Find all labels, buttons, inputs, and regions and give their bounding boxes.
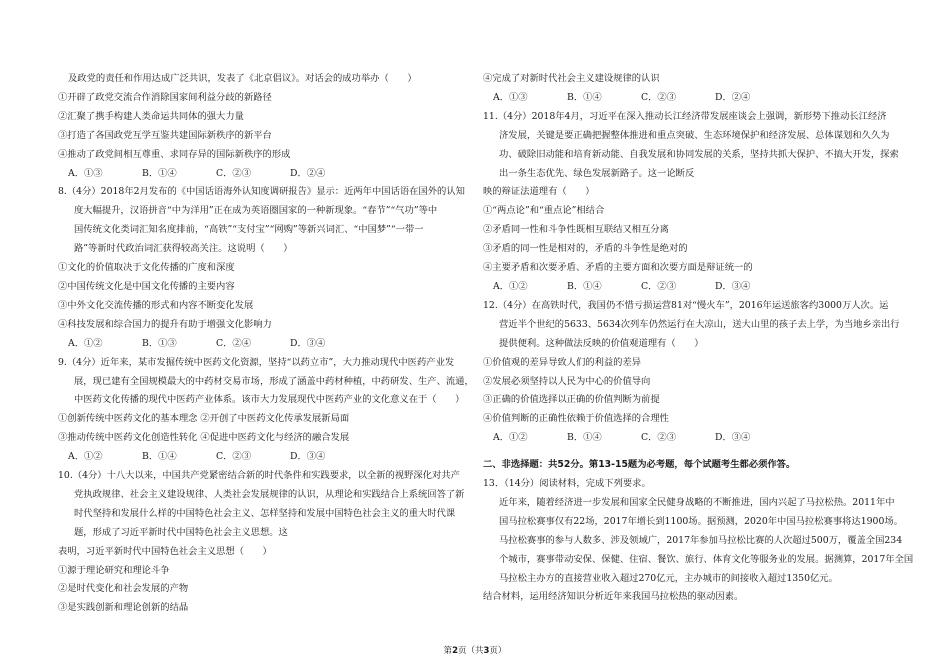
- q13-material: 马拉松主办方的直接营业收入超过270亿元，主办城市的间接收入超过1350亿元。: [499, 572, 838, 584]
- q8-stem: 路”等新时代政治词汇获得较高关注。这说明（ ）: [74, 243, 293, 255]
- q12-item: ③正确的价值选择以正确的价值判断为前提: [483, 394, 660, 406]
- q10-item: ④完成了对新时代社会主义建设规律的认识: [483, 73, 660, 84]
- q10-stem: 10.（4分）十八大以来，中国共产党紧密结合新的时代条件和实践要求，以全新的视野深化对共产: [58, 470, 460, 482]
- q9-stem: 中医药文化传播的现代中医药产业体系。该市大力发展现代中医药产业的文化意义在于（ ）: [74, 394, 465, 406]
- q8-item: ②中国传统文化是中国文化传播的主要内容: [58, 280, 235, 292]
- option-b: B．①④: [567, 432, 602, 444]
- section-heading: 二、非选择题：共52分。第13-15题为必考题，每个试题考生都必须作答。: [483, 459, 796, 471]
- option-d: D．③④: [715, 280, 751, 292]
- q12-item: ④价值判断的正确性依赖于价值选择的合理性: [483, 413, 669, 425]
- q9-stem: 9.（4分）近年来，某市发掘传统中医药文化资源，坚持“以药立市”，大力推动现代中医药产业发: [58, 356, 455, 368]
- option-a: A．①③: [68, 167, 103, 179]
- option-c: C．②③: [641, 432, 677, 444]
- footer-total-pages: 3: [483, 646, 490, 656]
- q11-stem: 功、破除旧动能和培育新动能、自我发展和协同发展的关系，坚持共抓大保护、不搞大开发，探索: [499, 148, 899, 160]
- option-d: D．③④: [290, 337, 326, 349]
- q11-item: ②矛盾同一性和斗争性既相互联结又相互分离: [483, 224, 669, 236]
- q7-item: ③打造了各国政党互学互鉴共建国际新秩序的新平台: [58, 129, 272, 141]
- q10-item: ③是实践创新和理论创新的结晶: [58, 602, 189, 614]
- q8-item: ④科技发展和综合国力的提升有助于增强文化影响力: [58, 318, 272, 330]
- q8-options: [58, 335, 478, 354]
- option-a: A．①②: [493, 280, 528, 292]
- q9-item: ①创新传统中医药文化的基本理念 ②开创了中医药文化传承发展新局面: [58, 413, 350, 425]
- q9-options: [58, 448, 478, 467]
- q13-material: 近年来，随着经济进一步发展和国家全民健身战略的不断推进，国内兴起了马拉松热。2011年中: [499, 496, 895, 508]
- footer-middle: 页（共: [457, 646, 484, 656]
- q8-stem: 国传统文化类词汇知名度排前，“高铁”“支付宝”“网购”等新兴词汇、“中国梦”“一带一: [74, 224, 424, 236]
- q12-stem: 12.（4分）在高铁时代，我国仍不惜亏损运营81对“慢火车”，2016年运送旅客约3000万人次。运: [483, 299, 889, 311]
- q7-item: ②汇聚了携手构建人类命运共同体的强大力量: [58, 110, 244, 122]
- q10-stem: 时代坚持和发展什么样的中国特色社会主义、怎样坚持和发展中国特色社会主义的重大时代课: [74, 507, 456, 519]
- footer-page-number: 2: [452, 646, 458, 656]
- q11-item: ④主要矛盾和次要矛盾、矛盾的主要方面和次要方面是辩证统一的: [483, 262, 753, 274]
- option-b: B．①③: [142, 337, 177, 349]
- option-b: B．①④: [142, 451, 177, 463]
- option-b: B．①④: [142, 167, 177, 179]
- q7-item: ④推动了政党间相互尊重、求同存异的国际新秩序的形成: [58, 148, 291, 160]
- q7-item: ①开辟了政党交流合作消除国家间利益分歧的新路径: [58, 91, 272, 103]
- q11-stem: 出一条生态优先、绿色发展新路子。这一论断反: [499, 167, 695, 179]
- q12-item: ①价值观的差异导致人们的利益的差异: [483, 356, 642, 368]
- footer-prefix: 第: [443, 646, 453, 656]
- q12-stem: 提供便利。这种做法反映的价值观道理有（ ）: [499, 337, 704, 349]
- q9-stem: 展，现已建有全国规模最大的中药材交易市场，形成了涵盖中药材种植，中药研发、生产、流通，: [74, 375, 474, 387]
- q13-material: 国马拉松赛事仅有22场，2017年增长到1100场。据预测，2020年中国马拉松赛事将达1900场。: [499, 515, 903, 527]
- page-footer: [0, 644, 950, 656]
- q11-options: [483, 278, 903, 297]
- option-d: D．③④: [290, 451, 326, 463]
- option-c: C．②③: [641, 91, 677, 103]
- q8-item: ①文化的价值取决于文化传播的广度和深度: [58, 262, 235, 274]
- q13-task: 结合材料，运用经济知识分析近年来我国马拉松热的驱动因素。: [483, 591, 744, 603]
- q13-head: 13．（14分）阅读材料，完成下列要求。: [483, 478, 651, 490]
- q8-stem: 度大幅提升，汉语拼音“中为洋用”正在成为英语圈国家的一种新现象。“春节”“气功”等中: [74, 205, 438, 217]
- q13-material: 个城市，赛事带动安保、保健、住宿、餐饮、旅行、体育文化等服务业的发展。据测算，2017年全国: [499, 553, 914, 565]
- option-d: D．③④: [715, 432, 751, 444]
- q10-item: ②是时代变化和社会发展的产物: [58, 583, 189, 595]
- q11-stem: 11.（4分）2018年4月，习近平在深入推动长江经济带发展座谈会上强调，新形势下推动长江经济: [483, 110, 887, 122]
- q12-options: [483, 429, 903, 448]
- option-d: D．②④: [715, 91, 751, 103]
- option-b: B．①④: [567, 91, 602, 103]
- option-a: A．①②: [68, 337, 103, 349]
- q10-item: ①源于理论研究和理论斗争: [58, 564, 170, 576]
- q7-options: [58, 165, 478, 184]
- q10-options: [483, 89, 903, 108]
- left-column: [58, 70, 478, 618]
- q10-tail: 表明，习近平新时代中国特色社会主义思想（ ）: [58, 545, 272, 557]
- option-a: A．①②: [68, 451, 103, 463]
- option-c: C．②③: [216, 167, 252, 179]
- option-a: A．①③: [493, 91, 528, 103]
- q12-item: ②发展必须坚持以人民为中心的价值导向: [483, 375, 651, 387]
- q7-tail: 及政党的责任和作用达成广泛共识，发表了《北京倡议》。对话会的成功举办（ ）: [68, 73, 417, 84]
- option-c: C．②④: [216, 337, 252, 349]
- q8-item: ③中外文化交流传播的形式和内容不断变化发展: [58, 299, 254, 311]
- q11-stem: 济发展，关键是要正确把握整体推进和重点突破、生态环境保护和经济发展、总体谋划和久久为: [499, 129, 890, 141]
- right-column: [483, 70, 914, 607]
- footer-suffix: 页）: [489, 646, 507, 656]
- q12-stem: 营近半个世纪的5633、5634次列车仍然运行在大凉山，送大山里的孩子去上学，为当地乡亲出行: [499, 318, 900, 330]
- q11-item: ③矛盾的同一性是相对的，矛盾的斗争性是绝对的: [483, 243, 688, 255]
- q11-tail: 映的辩证法道理有（ ）: [483, 186, 595, 198]
- q10-stem: 题，形成了习近平新时代中国特色社会主义思想。这: [74, 526, 288, 538]
- q11-item: ①“两点论”和“重点论”相结合: [483, 205, 605, 217]
- q13-material: 马拉松赛事的参与人数多、涉及领域广，2017年参加马拉松比赛的人次超过500万，覆盖全国234: [499, 534, 903, 546]
- q9-item: ③推动传统中医药文化创造性转化 ④促进中医药文化与经济的融合发展: [58, 432, 350, 444]
- option-c: C．②③: [641, 280, 677, 292]
- option-c: C．②③: [216, 451, 252, 463]
- q8-stem: 8.（4分）2018年2月发布的《中国话语海外认知度调研报告》显示：近两年中国话语在国外的认知: [58, 186, 465, 198]
- option-b: B．①④: [567, 280, 602, 292]
- option-a: A．①②: [493, 432, 528, 444]
- option-d: D．②④: [290, 167, 326, 179]
- q10-stem: 党执政规律、社会主义建设规律、人类社会发展规律的认识，从理论和实践结合上系统回答了新: [74, 488, 465, 500]
